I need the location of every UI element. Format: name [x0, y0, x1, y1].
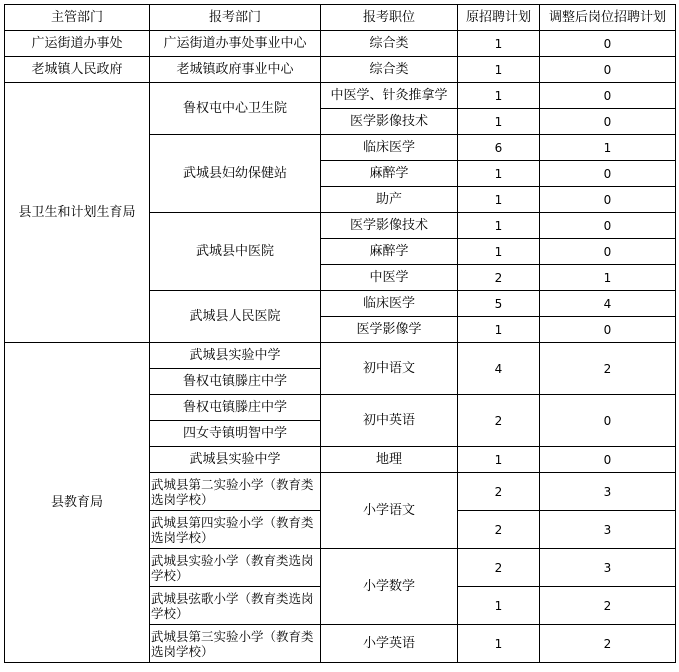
unit-cell: 武城县第二实验小学（教育类选岗学校） [150, 473, 321, 511]
unit-cell: 武城县弦歌小学（教育类选岗学校） [150, 587, 321, 625]
adjusted-plan-cell: 1 [540, 135, 676, 161]
adjusted-plan-cell: 2 [540, 625, 676, 663]
table-row [5, 57, 676, 83]
adjusted-plan-cell: 4 [540, 291, 676, 317]
post-cell: 临床医学 [321, 135, 458, 161]
dept-cell: 老城镇人民政府 [5, 57, 150, 83]
adjusted-plan-cell: 0 [540, 31, 676, 57]
table-row [5, 83, 676, 109]
dept-cell: 广运街道办事处 [5, 31, 150, 57]
recruitment-plan-table [4, 4, 676, 663]
header-cell: 原招聘计划 [458, 5, 540, 31]
post-cell: 助产 [321, 187, 458, 213]
adjusted-plan-cell: 0 [540, 213, 676, 239]
orig-plan-cell: 2 [458, 473, 540, 511]
adjusted-plan-cell: 3 [540, 549, 676, 587]
post-cell: 综合类 [321, 57, 458, 83]
post-cell: 中医学 [321, 265, 458, 291]
adjusted-plan-cell: 0 [540, 57, 676, 83]
unit-cell: 四女寺镇明智中学 [150, 421, 321, 447]
post-cell: 小学英语 [321, 625, 458, 663]
orig-plan-cell: 1 [458, 213, 540, 239]
unit-cell: 鲁权屯镇滕庄中学 [150, 369, 321, 395]
header-cell: 调整后岗位招聘计划 [540, 5, 676, 31]
adjusted-plan-cell: 3 [540, 473, 676, 511]
orig-plan-cell: 1 [458, 317, 540, 343]
unit-cell: 武城县妇幼保健站 [150, 135, 321, 213]
adjusted-plan-cell: 0 [540, 187, 676, 213]
header-cell: 报考职位 [321, 5, 458, 31]
adjusted-plan-cell: 0 [540, 83, 676, 109]
post-cell: 麻醉学 [321, 239, 458, 265]
orig-plan-cell: 1 [458, 239, 540, 265]
adjusted-plan-cell: 2 [540, 343, 676, 395]
orig-plan-cell: 1 [458, 83, 540, 109]
orig-plan-cell: 1 [458, 31, 540, 57]
adjusted-plan-cell: 0 [540, 239, 676, 265]
orig-plan-cell: 2 [458, 265, 540, 291]
adjusted-plan-cell: 0 [540, 395, 676, 447]
adjusted-plan-cell: 0 [540, 317, 676, 343]
unit-cell: 武城县实验中学 [150, 343, 321, 369]
orig-plan-cell: 1 [458, 447, 540, 473]
orig-plan-cell: 1 [458, 625, 540, 663]
post-cell: 医学影像技术 [321, 109, 458, 135]
adjusted-plan-cell: 2 [540, 587, 676, 625]
unit-cell: 广运街道办事处事业中心 [150, 31, 321, 57]
adjusted-plan-cell: 0 [540, 161, 676, 187]
dept-cell: 县卫生和计划生育局 [5, 83, 150, 343]
post-cell: 医学影像学 [321, 317, 458, 343]
adjusted-plan-cell: 0 [540, 447, 676, 473]
post-cell: 初中英语 [321, 395, 458, 447]
orig-plan-cell: 2 [458, 549, 540, 587]
unit-cell: 老城镇政府事业中心 [150, 57, 321, 83]
post-cell: 综合类 [321, 31, 458, 57]
unit-cell: 武城县实验小学（教育类选岗学校） [150, 549, 321, 587]
adjusted-plan-cell: 0 [540, 109, 676, 135]
orig-plan-cell: 6 [458, 135, 540, 161]
post-cell: 初中语文 [321, 343, 458, 395]
orig-plan-cell: 4 [458, 343, 540, 395]
orig-plan-cell: 1 [458, 109, 540, 135]
post-cell: 中医学、针灸推拿学 [321, 83, 458, 109]
adjusted-plan-cell: 3 [540, 511, 676, 549]
unit-cell: 武城县第四实验小学（教育类选岗学校） [150, 511, 321, 549]
dept-cell: 县教育局 [5, 343, 150, 663]
unit-cell: 鲁权屯镇滕庄中学 [150, 395, 321, 421]
header-row [5, 5, 676, 31]
post-cell: 临床医学 [321, 291, 458, 317]
orig-plan-cell: 1 [458, 187, 540, 213]
unit-cell: 鲁权屯中心卫生院 [150, 83, 321, 135]
table-row [5, 31, 676, 57]
header-cell: 主管部门 [5, 5, 150, 31]
post-cell: 地理 [321, 447, 458, 473]
unit-cell: 武城县中医院 [150, 213, 321, 291]
orig-plan-cell: 2 [458, 395, 540, 447]
orig-plan-cell: 5 [458, 291, 540, 317]
unit-cell: 武城县人民医院 [150, 291, 321, 343]
post-cell: 麻醉学 [321, 161, 458, 187]
post-cell: 医学影像技术 [321, 213, 458, 239]
table-row [5, 343, 676, 369]
header-cell: 报考部门 [150, 5, 321, 31]
post-cell: 小学数学 [321, 549, 458, 625]
unit-cell: 武城县第三实验小学（教育类选岗学校） [150, 625, 321, 663]
unit-cell: 武城县实验中学 [150, 447, 321, 473]
orig-plan-cell: 1 [458, 57, 540, 83]
adjusted-plan-cell: 1 [540, 265, 676, 291]
orig-plan-cell: 2 [458, 511, 540, 549]
post-cell: 小学语文 [321, 473, 458, 549]
orig-plan-cell: 1 [458, 161, 540, 187]
orig-plan-cell: 1 [458, 587, 540, 625]
